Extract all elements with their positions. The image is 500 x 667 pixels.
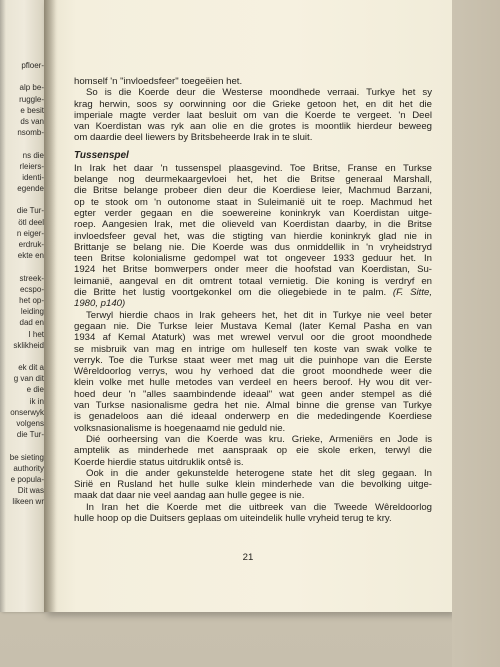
left-page-fragment: likeen wr — [12, 497, 44, 507]
left-page-fragment: egende — [17, 184, 44, 194]
text-line-content: teen Britse kolonialisme gedompel wat tot ongeveer 1933 geduur het. In — [74, 253, 432, 265]
left-page-fragment: dad en — [19, 318, 44, 328]
citation: 1980, p140) — [74, 298, 126, 310]
text-line-content: Terwyl hierdie chaos in Irak geheers het, het dit in Turkye nie veel beter — [86, 309, 432, 321]
text-line-content: van Turkse nasionalisme gedra het nie. Almal binne die grense van Turkye — [74, 400, 432, 412]
text-line — [74, 121, 432, 132]
left-page-fragment — [0, 261, 44, 272]
left-page-fragment: ek dit a — [18, 363, 44, 373]
left-page-fragment: ik in — [29, 396, 44, 406]
left-page-fragment — [0, 440, 44, 451]
text-line-content: In Irak het daar 'n tussenspel plaasgevind. Toe Britse, Franse en Turkse — [74, 162, 432, 174]
text-line-content: roep. Aangesien Irak, met die olieveld van Koerdistan daarby, in die Britse — [74, 219, 432, 231]
text-line — [74, 389, 432, 400]
left-page-fragment: identi- — [22, 172, 44, 182]
text-line — [74, 87, 432, 98]
left-page-fragment: leiding — [20, 307, 44, 317]
text-line-content: Dié oorheersing van die Koerde was kru. Grieke, Armeniërs en Jode is — [86, 433, 432, 445]
text-line — [74, 287, 432, 298]
left-page-fragment: rleiers- — [19, 161, 44, 171]
left-page-fragment: die Tur- — [16, 206, 44, 216]
text-line — [74, 253, 432, 264]
text-line — [74, 423, 432, 434]
text-line-content: invloedsfeer geval het, was die stigting van hierdie koninkryk glad nie in — [74, 230, 432, 242]
left-page-fragment: ruggle- — [19, 94, 44, 104]
left-page-fragment: alp be- — [19, 83, 44, 93]
text-line — [74, 434, 432, 445]
left-page-fragment — [0, 138, 44, 149]
left-page-fragment: authority — [13, 463, 44, 473]
text-line-content: krag herwin, soos sy oorwinning oor die Grieke getoon het, en dit het die — [74, 98, 432, 110]
section-heading: Tussenspel — [74, 149, 129, 161]
left-page-fragment: ecspo- — [19, 284, 44, 294]
paragraph-group-intro — [74, 76, 432, 144]
text-line — [74, 310, 432, 321]
text-line-content: 1934 af Kemal Ataturk) was met wrewel vervul oor die groot moondhede — [74, 332, 432, 344]
citation: (F. Sitte, — [392, 287, 432, 299]
left-page-fragment: erdruk- — [18, 240, 44, 249]
page-number: 21 — [242, 552, 254, 563]
text-line — [74, 76, 432, 87]
left-page-fragment: pfloer- — [21, 61, 44, 70]
right-page — [44, 0, 452, 612]
text-line-content: So is die Koerde deur die Westerse moondhede verraai. Turkye het sy — [86, 87, 432, 99]
text-line-content: om daardie deel liewers by Britsbeheerde Irak in te sluit. — [74, 132, 313, 144]
text-line — [74, 242, 432, 253]
left-page-fragment: n eiger- — [16, 228, 44, 238]
left-page-fragment: g van dit — [13, 374, 44, 384]
text-line-content: leimanië, aangeval en dit omtrent totaal vernietig. Die koning is verdryf en — [74, 275, 432, 287]
left-page-text — [0, 60, 44, 508]
text-line-content: hoed deur 'n "alles saambindende ideaal" wat geen ander stempel as dié — [74, 388, 432, 400]
text-line-content: amptelik as minderhede met aanspraak op eie skole erken, terwyl die — [74, 445, 432, 457]
paragraph-group-tussenspel — [74, 163, 432, 525]
left-page-fragment — [0, 194, 44, 205]
text-line-content: klein volke met hulle metodes van verdeel en heers beroof. Hy wou dit ver- — [74, 377, 432, 389]
text-line — [74, 197, 432, 208]
page-body-text — [74, 76, 432, 524]
text-line — [74, 264, 432, 275]
text-line-content: homself 'n "invloedsfeer" toegeëien het. — [74, 76, 243, 87]
left-page-fragment: sklikheid — [13, 340, 44, 350]
text-line — [74, 344, 432, 355]
left-page-fragment: nsomb- — [17, 128, 44, 138]
text-line-content: Sirië en Rusland het hulle sulke klein minderhede van die bevolking uitge- — [74, 479, 432, 491]
text-line-content: verryk. Toe die Turkse staat weer met mag uit die puinhope van die Eerste — [74, 354, 432, 366]
text-line — [74, 185, 432, 196]
left-page-fragment: ötl deel — [18, 217, 44, 227]
text-line — [74, 208, 432, 219]
left-page-fragment: e besit — [20, 105, 44, 115]
book-gutter — [44, 0, 56, 612]
text-line — [74, 490, 432, 501]
text-line — [74, 219, 432, 230]
text-line-content: Wêreldoorlog verrys, wou hy verhoed dat die groot moondhede weer die — [74, 366, 432, 378]
left-page-fragment: streek- — [19, 273, 44, 283]
text-line-content: volksnasionalisme is hoegenaamd nie geduld nie. — [74, 422, 286, 434]
text-line — [74, 513, 432, 524]
left-page-fragment: be sieting — [9, 452, 44, 462]
text-line-content: imperiale magte verder laat besluit om van die Koerde te vergeet. 'n Deel — [74, 109, 432, 121]
text-line-content: se misbruik van mag en intrige om hulleself ten koste van swak volke te — [74, 343, 432, 355]
text-line-content: die Britse belange probeer dien deur die Koerdiese leier, Machmud Barzani, — [74, 185, 432, 197]
text-line-content: belange nog deurmekaargevloei het, het die Britse generaal Marshall, — [74, 174, 432, 186]
text-line-content: is genadeloos aan dié ideaal onderwerp en die mededingende Koerdiese — [74, 411, 432, 423]
text-line — [74, 110, 432, 121]
text-line-content: 1924 het Britse bomwerpers onder meer die hoofstad van Koerdistan, Su- — [74, 264, 432, 276]
text-line — [74, 411, 432, 422]
text-line-content: egter verder gegaan en die soewereine koninkryk van Koerdistan uitge- — [74, 207, 432, 219]
left-page — [0, 0, 44, 612]
text-line — [74, 457, 432, 468]
text-line — [74, 276, 432, 287]
text-line — [74, 400, 432, 411]
text-line — [74, 163, 432, 174]
left-page-fragment — [0, 351, 44, 362]
left-page-fragment: volgens — [16, 419, 44, 428]
left-page-fragment: e popula- — [10, 474, 44, 484]
text-line — [74, 332, 432, 343]
text-line-content: gegaan nie. Die Turkse leier Mustava Kemal (later Kemal Pasha en van — [74, 320, 432, 332]
text-line — [74, 377, 432, 388]
text-line-content: op te stook om 'n outonome staat in Suleimanië uit te roep. Machmud het — [74, 196, 432, 208]
text-line — [74, 298, 432, 309]
text-line — [74, 355, 432, 366]
text-line — [74, 174, 432, 185]
text-line-content: In Iran het die Koerde met die uitbreek van die Tweede Wêreldoorlog — [86, 501, 432, 513]
text-line — [74, 231, 432, 242]
left-page-fragment: ns die — [22, 150, 44, 160]
text-line — [74, 132, 432, 143]
text-line — [74, 468, 432, 479]
left-page-fragment — [0, 71, 44, 82]
text-line — [74, 321, 432, 332]
left-page-fragment: I het — [28, 329, 44, 339]
text-line-content: Brittanje se belang nie. Die Koerde was dus onmiddellik in 'n vryheidstryd — [74, 241, 432, 253]
text-line-content: maak dat daar nie veel aandag aan hulle gegee is nie. — [74, 490, 305, 502]
text-line-content: van Koerdistan was ryk aan olie en die grotes is moontlik hierdeur beweeg — [74, 121, 432, 133]
left-page-fragment: die Tur- — [16, 430, 44, 440]
text-line — [74, 479, 432, 490]
left-page-fragment: e die — [26, 385, 44, 395]
left-page-fragment: het op- — [19, 295, 44, 305]
text-line — [74, 445, 432, 456]
left-page-fragment: onserwyk — [10, 407, 44, 417]
left-page-fragment: Dit was — [17, 486, 44, 496]
left-page-fragment: ds van — [20, 116, 44, 126]
text-line-content: die Britte het lustig voortgekonkel om die oliegebiede in te palm. — [74, 287, 387, 299]
text-line-content: hulle hoop op die Duitsers geplaas om uiteindelik hulle vryheid terug te kry. — [74, 512, 392, 524]
text-line — [74, 99, 432, 110]
left-page-fragment: ekte en — [17, 251, 44, 261]
text-line-content: Ook in die ander gekunstelde heterogene state het dit sleg gegaan. In — [86, 467, 432, 479]
text-line — [74, 366, 432, 377]
text-line-content: Koerde hierdie status uitdruklik ontsê is. — [74, 456, 244, 468]
table-surface-right — [452, 0, 500, 667]
text-line — [74, 502, 432, 513]
